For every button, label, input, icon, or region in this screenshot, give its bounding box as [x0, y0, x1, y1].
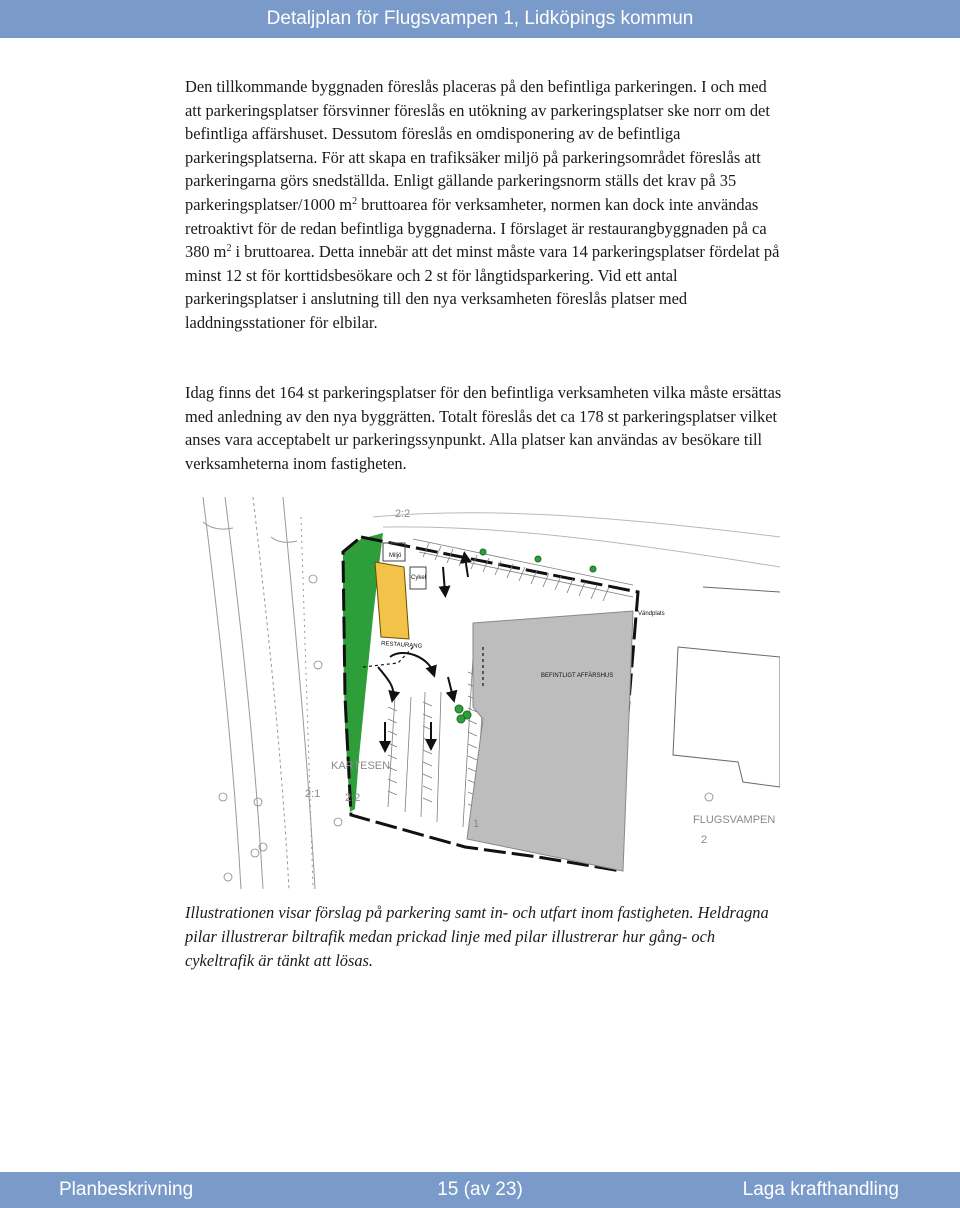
zone-label-left-1: 2:1 — [305, 788, 321, 800]
street-label: KARTESEN — [331, 760, 391, 772]
paragraph-text: bruttoarea för verksamheter, normen kan dock inte användas retroaktivt för de redan befintliga byggnaderna. I förslaget är restaurangbyggnaden på ca 380 m — [185, 194, 767, 262]
body-paragraph-1 — [185, 75, 785, 335]
restaurant-label: RESTAURANG — [380, 641, 423, 650]
pedestrian-paths — [363, 647, 483, 687]
neighbour-buildings — [673, 587, 780, 787]
figure-caption: Illustrationen visar förslag på parkering samt in- och utfart inom fastigheten. Heldragna pilar illustrerar biltrafik medan prickad linje med pilar illustrerar hur gång- och cykeltrafik är tänkt att lösas. — [185, 903, 769, 970]
turnaround-label: Vändplats — [638, 611, 665, 617]
contour-lines — [373, 513, 780, 567]
existing-building — [467, 611, 633, 871]
body-paragraph-2: Idag finns det 164 st parkeringsplatser för den befintliga verksamheten vilka måste ersättas med anledning av den nya byggrätten. Totalt föreslås det ca 178 st parkeringsplatser vilket anses vara acceptabelt ur parkeringssynpunkt. Alla platser kan användas av besökare till verksamheterna inom fastigheten. — [185, 383, 782, 473]
bike-label: Cykel — [411, 575, 427, 581]
footer-doc-type: Planbeskrivning — [59, 1179, 194, 1200]
page-number: 15 (av 23) — [437, 1179, 523, 1200]
plot-label: 1 — [473, 818, 480, 830]
site-plan-illustration — [183, 497, 780, 889]
zone-label-left-2: 2:2 — [345, 792, 361, 804]
block-number: 2 — [701, 834, 708, 846]
paragraph-text: Den tillkommande byggnaden föreslås placeras på den befintliga parkeringen. I och med att parkeringsplatser försvinner föreslås en utökning av parkeringsplatser ske norr om det befintliga affärshuset. Dessutom föreslås en omdisponering av de befintliga parkeringsplatserna. För att skapa en trafiksäker miljö på parkeringsområdet föreslås att parkeringarna görs snedställda. Enligt gällande parkeringsnorm ställs det krav på 35 parkeringsplatser/1000 m — [185, 77, 770, 214]
zone-label-top: 2:2 — [395, 508, 411, 520]
waste-label: Miljö — [389, 553, 402, 559]
footer-status: Laga krafthandling — [742, 1179, 899, 1200]
building-label: BEFINTLIGT AFFÄRSHUS — [541, 673, 614, 679]
block-label: FLUGSVAMPEN — [693, 814, 776, 826]
superscript: 2 — [352, 195, 358, 207]
road-lines — [203, 497, 315, 889]
paragraph-text: i bruttoarea. Detta innebär att det minst måste vara 14 parkeringsplatser fördelat på minst 12 st för korttidsbesökare och 2 st för långtidsparkering. Vid ett antal parkeringsplatser i anslutning till den nya verksamheten föreslås platser med laddningsstationer för elbilar. — [185, 242, 780, 332]
restaurant-building — [375, 562, 409, 639]
plan-symbols — [219, 575, 713, 881]
document-title: Detaljplan för Flugsvampen 1, Lidköpings kommun — [266, 8, 694, 29]
site-plan-map — [183, 497, 780, 889]
superscript: 2 — [226, 243, 232, 255]
